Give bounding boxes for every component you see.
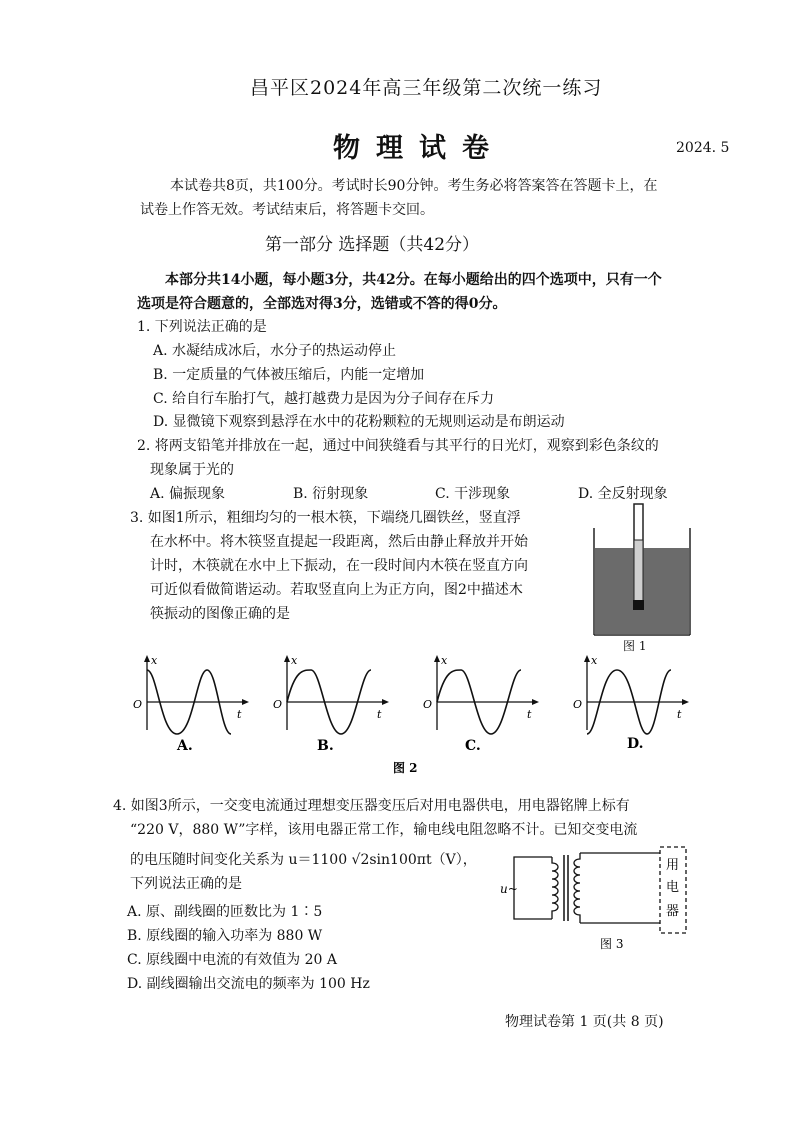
svg-text:器: 器	[666, 904, 680, 919]
svg-text:t: t	[677, 708, 682, 721]
svg-text:电: 电	[666, 880, 680, 895]
q3-line-5: 筷振动的图像正确的是	[150, 606, 290, 622]
q3-line-2: 在水杯中。将木筷竖直提起一段距离，然后由静止释放并开始	[150, 534, 528, 550]
svg-text:O: O	[573, 698, 583, 711]
q2-stem-line-1: 2. 将两支铅笔并排放在一起，通过中间狭缝看与其平行的日光灯，观察到彩色条纹的	[137, 438, 659, 454]
q4-option-c: C. 原线圈中电流的有效值为 20 A	[127, 952, 337, 968]
source-label: u~	[500, 882, 518, 896]
graph-a-label: A.	[177, 738, 193, 754]
svg-text:x: x	[441, 654, 448, 667]
q2-option-c: C. 干涉现象	[435, 486, 511, 502]
q4-line-3: 的电压随时间变化关系为 u＝1100 √2sin100πt（V），	[130, 852, 477, 868]
svg-text:O: O	[133, 698, 143, 711]
fig3-caption: 图 3	[600, 937, 624, 951]
svg-text:x: x	[291, 654, 298, 667]
instructions-line-2: 试卷上作答无效。考试结束后，将答题卡交回。	[140, 202, 434, 218]
chopstick-submerged	[634, 540, 643, 608]
q1-option-a: A. 水凝结成冰后，水分子的热运动停止	[153, 343, 397, 359]
q1-option-d: D. 显微镜下观察到悬浮在水中的花粉颗粒的无规则运动是布朗运动	[153, 414, 565, 430]
svg-text:t: t	[237, 708, 242, 721]
q4-line-2: “220 V，880 W”字样，该用电器正常工作，输电线电阻忽略不计。已知交变电流	[130, 822, 638, 838]
svg-text:O: O	[423, 698, 433, 711]
fig2-caption: 图 2	[393, 761, 418, 775]
q3-line-4: 可近似看做简谐运动。若取竖直向上为正方向，图2中描述木	[150, 582, 523, 598]
svg-text:t: t	[527, 708, 532, 721]
graph-b-label: B.	[317, 738, 334, 754]
graph-d-label: D.	[627, 736, 644, 752]
q2-option-a: A. 偏振现象	[150, 486, 226, 502]
page-footer: 物理试卷第 1 页(共 8 页)	[505, 1014, 664, 1030]
svg-text:用: 用	[666, 858, 680, 873]
svg-text:x: x	[151, 654, 158, 667]
q1-option-b: B. 一定质量的气体被压缩后，内能一定增加	[153, 367, 425, 383]
graph-a	[133, 654, 249, 754]
iron-wire	[633, 600, 644, 610]
q3-line-1: 3. 如图1所示，粗细均匀的一根木筷，下端绕几圈铁丝，竖直浮	[130, 510, 521, 526]
exam-date: 2024. 5	[676, 140, 730, 156]
figure-2-graphs	[125, 650, 695, 780]
svg-text:x: x	[591, 654, 598, 667]
q1-option-c: C. 给自行车胎打气，越打越费力是因为分子间存在斥力	[153, 391, 495, 407]
part1-intro-line-1: 本部分共14小题，每小题3分，共42分。在每小题给出的四个选项中，只有一个	[165, 272, 662, 288]
q2-option-b: B. 衍射现象	[293, 486, 369, 502]
fig1-caption: 图 1	[623, 639, 647, 653]
q2-stem-line-2: 现象属于光的	[150, 462, 234, 478]
q4-line-1: 4. 如图3所示，一交变电流通过理想变压器变压后对用电器供电，用电器铭牌上标有	[113, 798, 630, 814]
q1-stem: 1. 下列说法正确的是	[137, 319, 267, 335]
q4-option-d: D. 副线圈输出交流电的频率为 100 Hz	[127, 976, 370, 992]
subject-title: 物理试卷	[333, 133, 505, 164]
q4-option-a: A. 原、副线圈的匝数比为 1∶5	[127, 904, 323, 920]
graph-c	[423, 654, 539, 754]
q4-line-4: 下列说法正确的是	[130, 876, 242, 892]
svg-text:t: t	[377, 708, 382, 721]
part1-heading: 第一部分 选择题（共42分）	[265, 235, 480, 255]
q2-option-d: D. 全反射现象	[578, 486, 668, 502]
svg-text:O: O	[273, 698, 283, 711]
q4-option-b: B. 原线圈的输入功率为 880 W	[127, 928, 323, 944]
secondary-coil	[574, 853, 580, 923]
figure-1-cup	[590, 500, 702, 660]
exam-title: 昌平区2024年高三年级第二次统一练习	[250, 77, 603, 99]
figure-3-transformer	[500, 845, 700, 955]
graph-d	[573, 654, 689, 752]
graph-c-label: C.	[465, 738, 481, 754]
q3-line-3: 计时，木筷就在水中上下振动，在一段时间内木筷在竖直方向	[150, 558, 528, 574]
part1-intro-line-2: 选项是符合题意的，全部选对得3分，选错或不答的得0分。	[137, 296, 507, 312]
primary-coil	[552, 857, 558, 919]
instructions-line-1: 本试卷共8页，共100分。考试时长90分钟。考生务必将答案答在答题卡上，在	[170, 178, 658, 194]
graph-b	[273, 654, 389, 754]
